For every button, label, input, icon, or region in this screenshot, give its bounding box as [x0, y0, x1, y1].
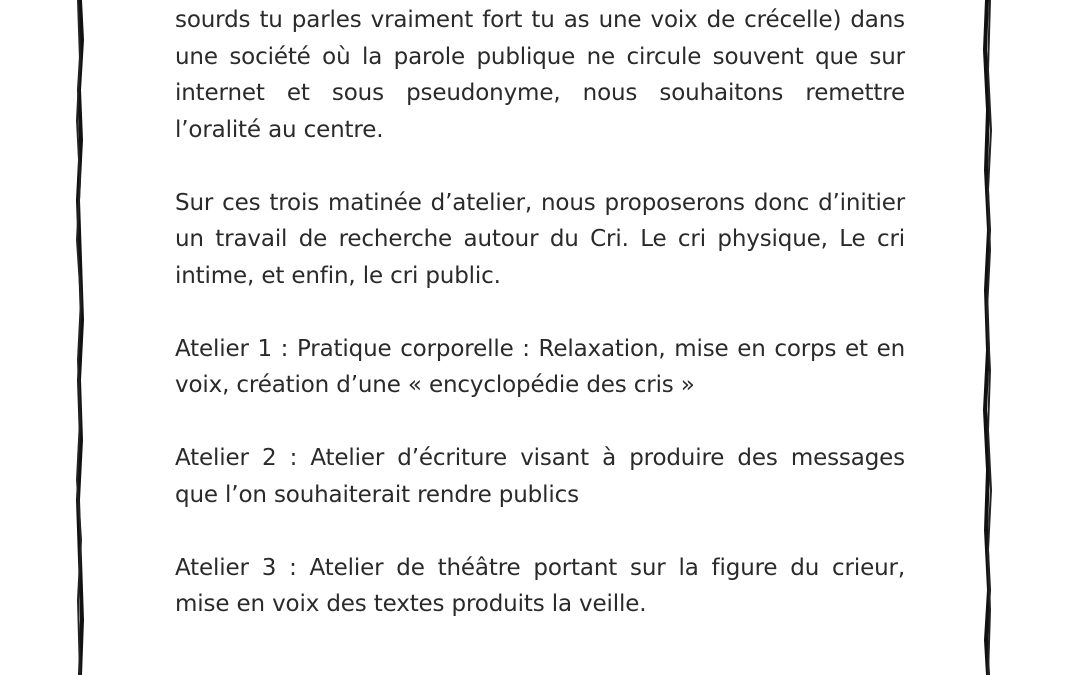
text-line: intime, et enfin, le cri public. — [175, 262, 501, 289]
text-line: Atelier 3 : Atelier de théâtre portant sur la figure du crieur, — [175, 554, 905, 581]
text-line: internet et sous pseudonyme, nous souhaitons remettre — [175, 80, 905, 106]
text-line: mise en voix des textes produits la veille. — [175, 591, 647, 617]
text-line: Atelier 1 : Pratique corporelle : Relaxation, mise en corps et en — [175, 335, 905, 362]
paragraph-intro — [175, 2, 905, 148]
text-line: Sur ces trois matinée d’atelier, nous proposerons donc d’initier — [175, 189, 905, 216]
body-text — [175, 2, 905, 659]
paragraph-workshops-overview — [175, 185, 905, 295]
text-line: sourds tu parles vraiment fort tu as une voix de crécelle) dans — [175, 7, 905, 33]
paragraph-atelier-1 — [175, 331, 905, 404]
paragraph-atelier-3 — [175, 550, 905, 623]
text-line: une société où la parole publique ne circule souvent que sur — [175, 43, 905, 70]
text-line: voix, création d’une « encyclopédie des cris » — [175, 372, 695, 398]
paragraph-atelier-2 — [175, 440, 905, 513]
text-line: l’oralité au centre. — [175, 116, 384, 143]
text-line: que l’on souhaiterait rendre publics — [175, 481, 579, 508]
text-line: un travail de recherche autour du Cri. Le cri physique, Le cri — [175, 226, 905, 252]
text-line: Atelier 2 : Atelier d’écriture visant à produire des messages — [175, 445, 905, 471]
